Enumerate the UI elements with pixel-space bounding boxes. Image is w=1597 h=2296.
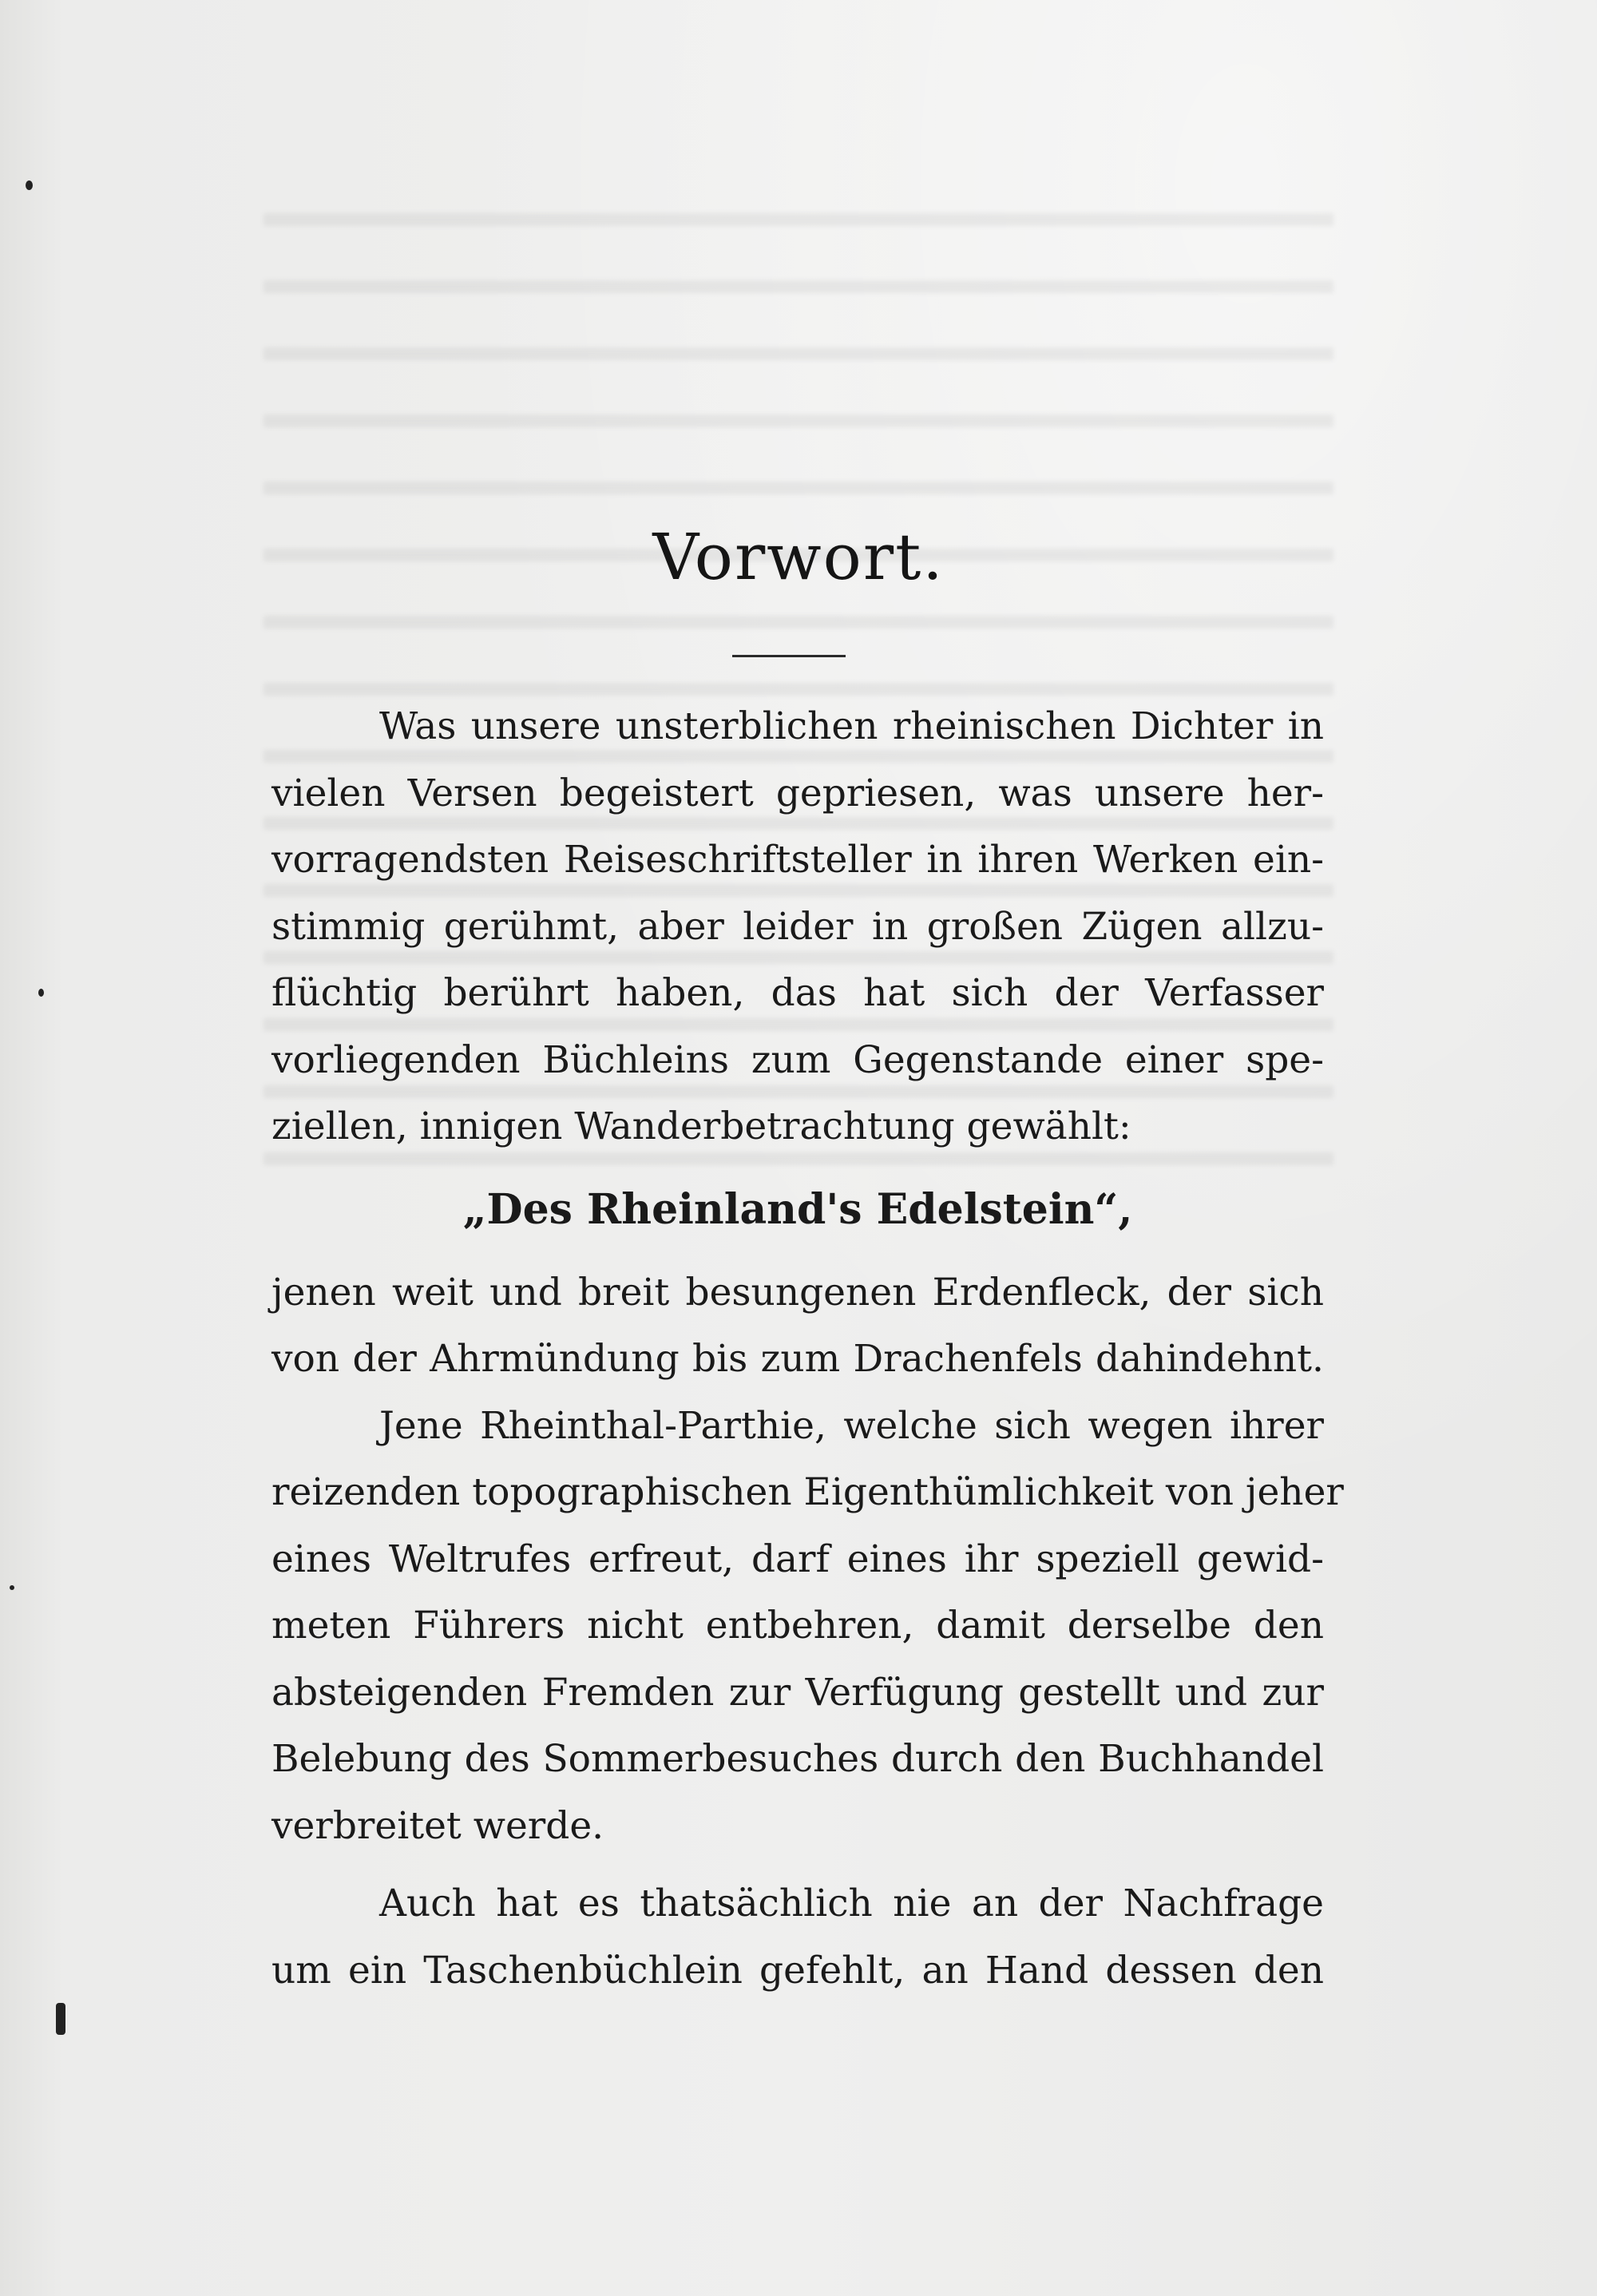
text-line: von der Ahrmündung bis zum Drachenfels dahindehnt. xyxy=(271,1337,1324,1381)
page-title: Vorwort. xyxy=(652,520,945,594)
ink-speck xyxy=(26,180,33,190)
text-line: jenen weit und breit besungenen Erdenfleck, der sich xyxy=(271,1270,1324,1315)
text-line: reizenden topographischen Eigenthümlichkeit von jeher xyxy=(271,1470,1344,1514)
ink-speck xyxy=(10,1585,14,1590)
text-line: meten Führers nicht entbehren, damit derselbe den xyxy=(271,1604,1324,1648)
text-line: stimmig gerühmt, aber leider in großen Zügen allzu- xyxy=(271,904,1324,949)
title-divider xyxy=(732,655,846,657)
text-line: absteigenden Fremden zur Verfügung gestellt und zur xyxy=(271,1670,1324,1715)
text-line: Jene Rheinthal-Parthie, welche sich wegen ihrer xyxy=(379,1403,1324,1448)
text-line: ziellen, innigen Wanderbetrachtung gewählt: xyxy=(271,1104,1131,1148)
text-line: vorragendsten Reiseschriftsteller in ihren Werken ein- xyxy=(271,838,1324,882)
text-line: eines Weltrufes erfreut, darf eines ihr speziell gewid- xyxy=(271,1537,1324,1581)
body-text xyxy=(271,693,1344,2004)
text-line: verbreitet werde. xyxy=(271,1803,604,1848)
text-line: Was unsere unsterblichen rheinischen Dichter in xyxy=(379,704,1324,748)
text-line: um ein Taschenbüchlein gefehlt, an Hand dessen den xyxy=(271,1948,1324,1993)
text-line: vielen Versen begeistert gepriesen, was unsere her- xyxy=(271,771,1324,815)
ink-speck xyxy=(38,989,44,997)
emphasized-heading: „Des Rheinland's Edelstein“, xyxy=(462,1184,1133,1234)
text-line: vorliegenden Büchleins zum Gegenstande einer spe- xyxy=(271,1037,1324,1082)
text-line: Auch hat es thatsächlich nie an der Nachfrage xyxy=(379,1882,1324,1925)
ink-speck xyxy=(56,2003,65,2035)
text-line: flüchtig berührt haben, das hat sich der Verfasser xyxy=(271,971,1324,1015)
text-line: Belebung des Sommerbesuches durch den Buchhandel xyxy=(271,1737,1324,1781)
